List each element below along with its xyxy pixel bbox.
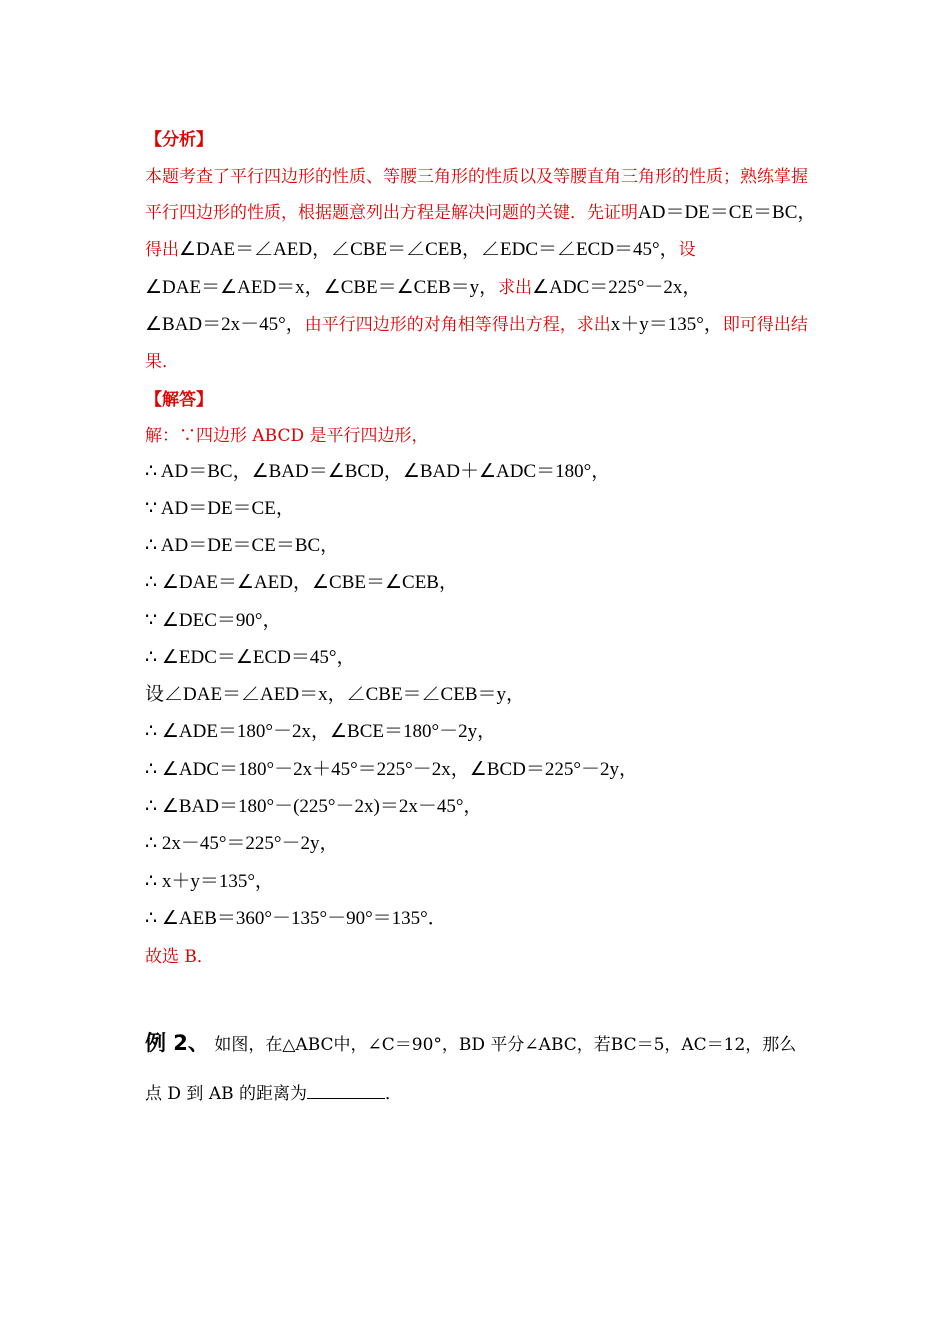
solution-step: ∵ ∠DEC＝90°， — [145, 610, 282, 631]
solution-step: ∵ AD＝DE＝CE， — [145, 498, 295, 519]
solution-header: 【解答】 — [145, 390, 213, 410]
analysis-header: 【分析】 — [145, 130, 213, 150]
solution-step: ∴ ∠DAE＝∠AED，∠CBE＝∠CEB， — [145, 572, 458, 593]
solution-step: ∴ 2x－45°＝225°－2y， — [145, 833, 339, 854]
example-2-line-2: 点 D 到 AB 的距离为 ． — [145, 1084, 403, 1104]
answer-blank[interactable] — [307, 1082, 385, 1099]
solution-step: ∴ x＋y＝135°， — [145, 871, 274, 892]
solution-conclusion: 故选 B． — [145, 947, 214, 967]
analysis-line-1: 本题考查了平行四边形的性质、等腰三角形的性质以及等腰直角三角形的性质；熟练掌握 — [145, 167, 808, 187]
analysis-line-4: ∠DAE＝∠AED＝x，∠CBE＝∠CEB＝y，求出∠ADC＝225°－2x， — [145, 277, 702, 298]
solution-step: ∴ ∠ADE＝180°－2x，∠BCE＝180°－2y， — [145, 721, 497, 742]
solution-step: 设∠DAE＝∠AED＝x，∠CBE＝∠CEB＝y， — [145, 684, 526, 705]
analysis-line-5: ∠BAD＝2x－45°，由平行四边形的对角相等得出方程，求出x＋y＝135°，即可得出结 — [145, 314, 808, 335]
example-2-line-1 — [145, 1031, 796, 1057]
example-question-text: 如图，在△ABC中，∠C＝90°，BD 平分∠ABC，若BC＝5，AC＝12，那么 — [214, 1035, 797, 1055]
solution-step: ∴ ∠AEB＝360°－135°－90°＝135°． — [145, 908, 447, 929]
analysis-line-3: 得出∠DAE＝∠AED，∠CBE＝∠CEB，∠EDC＝∠ECD＝45°，设 — [145, 239, 696, 260]
solution-step: ∴ ∠ADC＝180°－2x＋45°＝225°－2x，∠BCD＝225°－2y， — [145, 759, 638, 780]
example-number: 例 2、 — [145, 1031, 209, 1055]
analysis-line-2: 平行四边形的性质，根据题意列出方程是解决问题的关键．先证明AD＝DE＝CE＝BC， — [145, 202, 817, 223]
analysis-line-6: 果． — [145, 352, 179, 372]
solution-step: ∴ AD＝DE＝CE＝BC， — [145, 535, 340, 556]
solution-intro: 解：∵四边形 ABCD 是平行四边形， — [145, 426, 429, 446]
solution-step: ∴ AD＝BC，∠BAD＝∠BCD，∠BAD＋∠ADC＝180°， — [145, 461, 611, 482]
solution-step: ∴ ∠BAD＝180°－(225°－2x)＝2x－45°， — [145, 796, 483, 817]
solution-step: ∴ ∠EDC＝∠ECD＝45°， — [145, 647, 356, 668]
